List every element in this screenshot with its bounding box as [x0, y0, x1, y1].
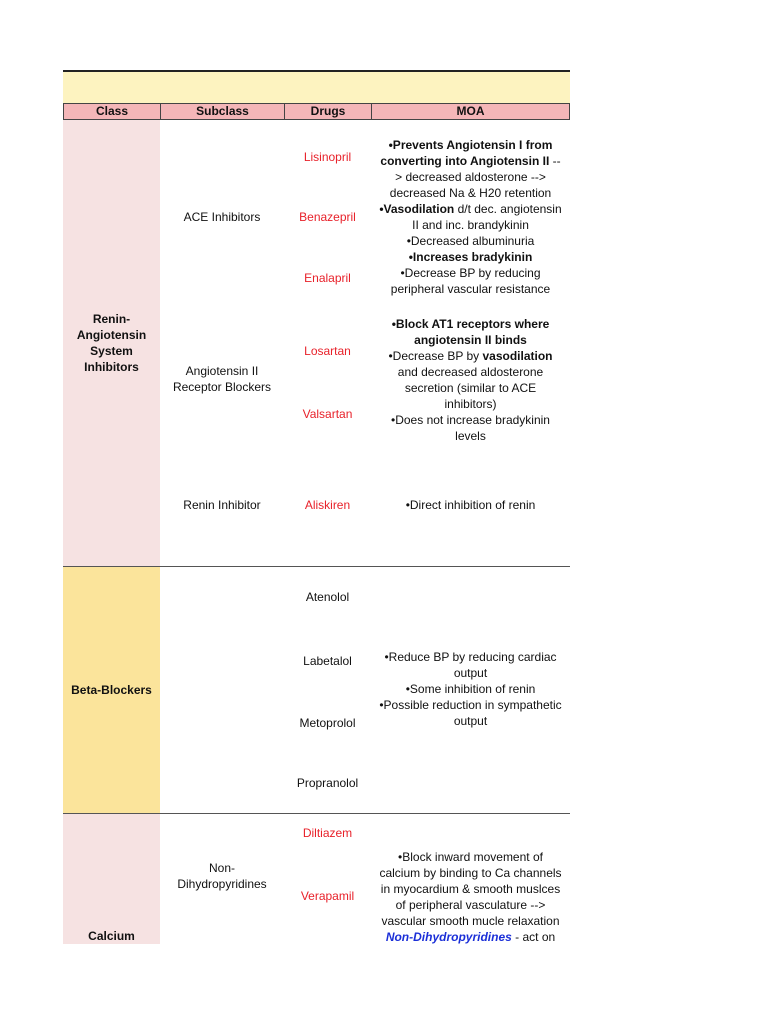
moa-line: levels [455, 429, 486, 443]
moa-line: •Some inhibition of renin [405, 682, 536, 696]
moa-line: > decreased aldosterone --> [395, 170, 546, 184]
drug-losartan: Losartan [304, 344, 351, 358]
moa-line: •Decreased albuminuria [406, 234, 535, 248]
moa-line: angiotensin II binds [414, 333, 527, 347]
drug-lisinopril: Lisinopril [303, 150, 352, 164]
moa-line: converting into Angiotensin II [380, 154, 550, 168]
drug-aliskiren: Aliskiren [304, 498, 351, 512]
table-title-bar [63, 70, 570, 103]
header-subclass: Subclass [160, 103, 284, 120]
moa-line: of peripheral vasculature --> [395, 898, 546, 912]
moa-line: calcium by binding to Ca channels [379, 866, 562, 880]
drug-atenolol: Atenolol [305, 590, 350, 604]
moa-line: II and inc. brandykinin [412, 218, 529, 232]
moa-renin-inhibitor: •Direct inhibition of renin [405, 498, 536, 512]
moa-line: -- [549, 154, 561, 168]
moa-line: inhibitors) [444, 397, 497, 411]
class-cell-ras [63, 120, 160, 566]
subclass-line: Angiotensin II [185, 364, 259, 378]
moa-line: •Prevents Angiotensin I from [388, 138, 553, 152]
moa-line: •Increases bradykinin [408, 250, 533, 264]
class-label-line: Calcium [88, 929, 135, 943]
class-cell-beta-blockers: Beta-Blockers [63, 567, 160, 813]
drug-metoprolol: Metoprolol [299, 716, 356, 730]
moa-non-dihydropyridines [371, 849, 570, 944]
drug-propranolol: Propranolol [296, 776, 359, 790]
class-label-line: Renin- [92, 312, 131, 326]
header-moa: MOA [371, 103, 570, 120]
header-drugs: Drugs [284, 103, 371, 120]
drug-verapamil: Verapamil [300, 889, 355, 903]
header-class: Class [63, 103, 160, 120]
subclass-line: Non- [208, 861, 235, 875]
moa-line: and decreased aldosterone [397, 365, 544, 379]
moa-beta-blockers [371, 649, 570, 729]
moa-line: output [453, 666, 488, 680]
moa-line: •Decrease BP by [388, 349, 483, 363]
drug-valsartan: Valsartan [302, 407, 353, 421]
subclass-arb [160, 363, 284, 395]
subclass-ace-inhibitors: ACE Inhibitors [183, 210, 261, 224]
drug-benazepril: Benazepril [299, 210, 356, 224]
moa-line: •Reduce BP by reducing cardiac [384, 650, 557, 664]
class-label-line: Angiotensin [76, 328, 147, 342]
subclass-line: Receptor Blockers [172, 380, 272, 394]
drug-labetalol: Labetalol [303, 654, 352, 668]
moa-arb [371, 316, 570, 444]
moa-line: •Vasodilation [379, 202, 455, 216]
subclass-non-dihydropyridines [160, 860, 284, 892]
moa-ace-inhibitors [371, 137, 570, 297]
moa-line: •Possible reduction in sympathetic [379, 698, 562, 712]
moa-line: •Block inward movement of [398, 850, 543, 864]
moa-line: in myocardium & smooth muslces [380, 882, 561, 896]
drug-diltiazem: Diltiazem [302, 826, 353, 840]
subclass-renin-inhibitor: Renin Inhibitor [183, 498, 261, 512]
moa-line: - act on [511, 930, 556, 944]
moa-line: •Block AT1 receptors where [391, 317, 550, 331]
moa-line: •Does not increase bradykinin [391, 413, 550, 427]
moa-line: Non-Dihydropyridines [385, 930, 512, 944]
moa-line: decreased Na & H20 retention [389, 186, 552, 200]
moa-line: secretion (similar to ACE [404, 381, 537, 395]
table-header-row [63, 103, 570, 120]
moa-line: •Decrease BP by reducing [400, 266, 541, 280]
class-label-line: System [90, 344, 133, 358]
moa-line: output [453, 714, 488, 728]
moa-line: vasodilation [482, 349, 553, 363]
class-cell-calcium [63, 814, 160, 944]
moa-line: vascular smooth mucle relaxation [381, 914, 560, 928]
moa-line: d/t dec. angiotensin [454, 202, 562, 216]
class-label-line: Inhibitors [84, 360, 139, 374]
drug-enalapril: Enalapril [304, 271, 351, 285]
subclass-line: Dihydropyridines [177, 877, 267, 891]
moa-line: peripheral vascular resistance [390, 282, 551, 296]
